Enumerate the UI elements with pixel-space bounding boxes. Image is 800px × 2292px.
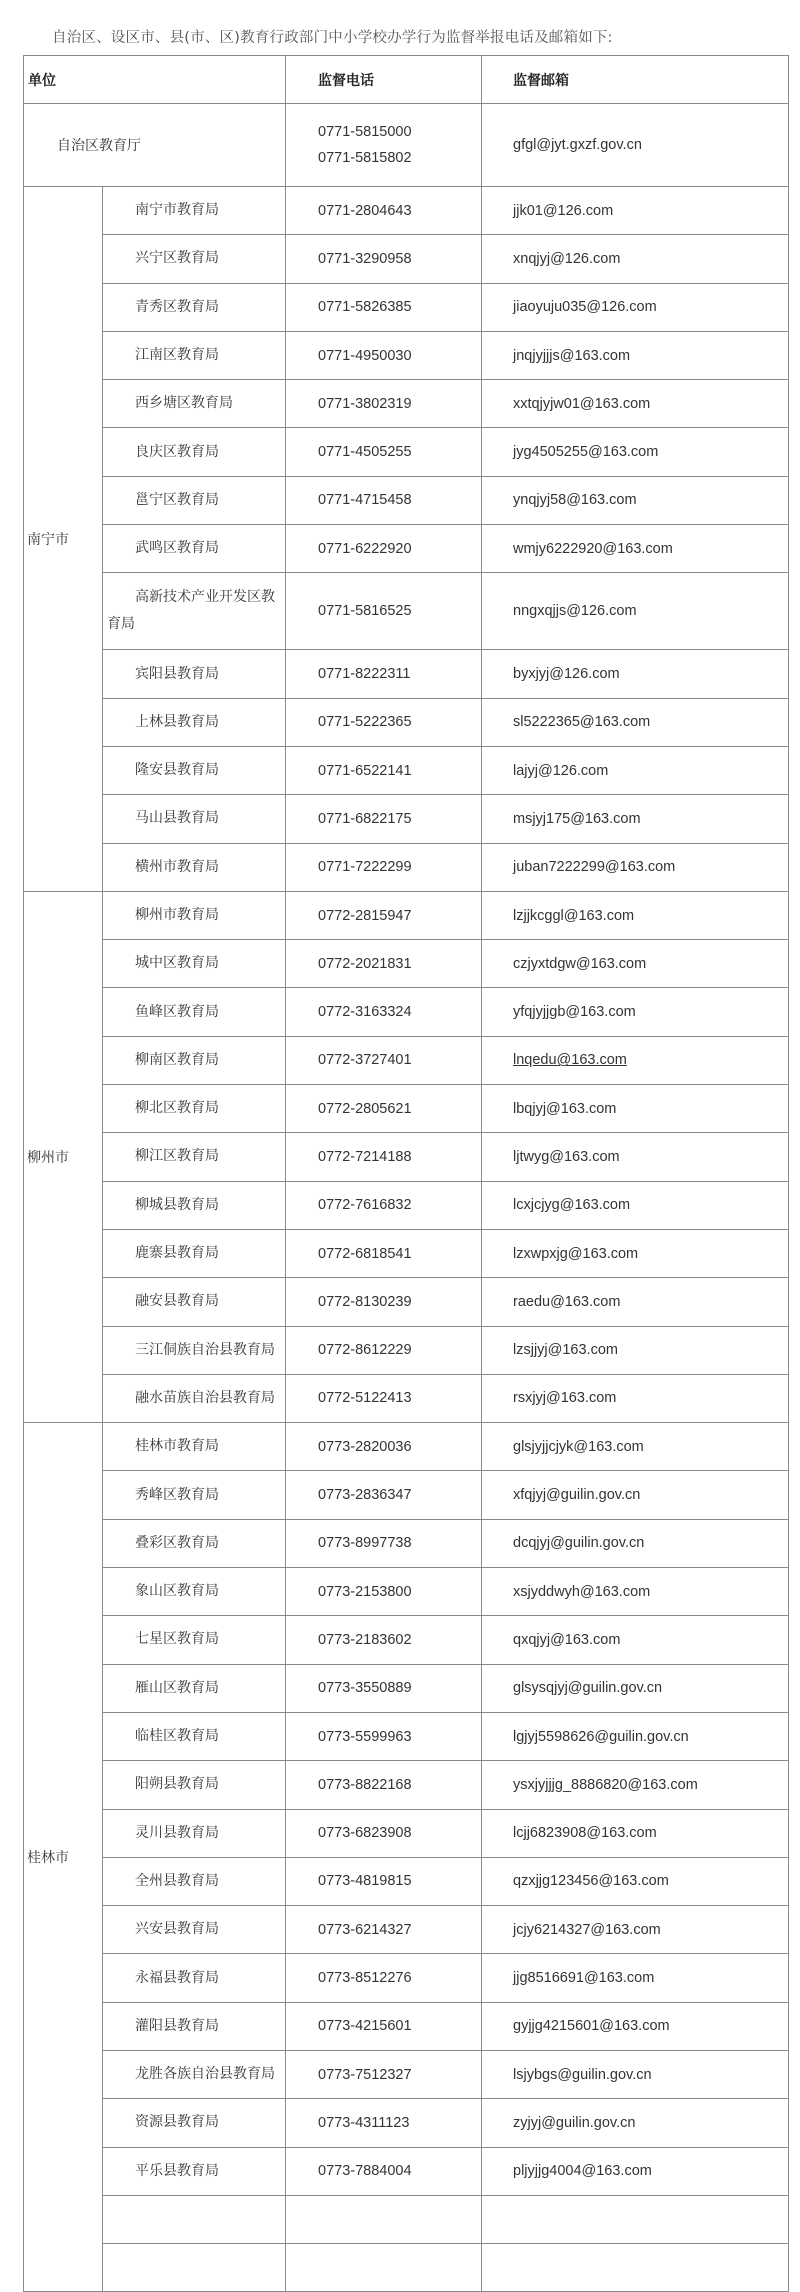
phone-number <box>286 2244 482 2292</box>
table-row <box>24 1471 789 1519</box>
phone-number: 0773-6823908 <box>286 1809 482 1857</box>
unit-name: 秀峰区教育局 <box>103 1471 286 1519</box>
email-cell <box>482 476 789 524</box>
email-address: lzsjjyj@163.com <box>513 1342 618 1359</box>
phone-number: 0773-8822168 <box>286 1761 482 1809</box>
email-address: jjg8516691@163.com <box>513 1970 655 1987</box>
phone-number: 0771-5816525 <box>286 573 482 650</box>
unit-name: 叠彩区教育局 <box>103 1519 286 1567</box>
phone-number: 0771-4950030 <box>286 331 482 379</box>
phone-number: 0772-7214188 <box>286 1133 482 1181</box>
email-cell <box>482 1712 789 1760</box>
table-row <box>24 2002 789 2050</box>
table-row <box>24 1857 789 1905</box>
unit-name: 兴安县教育局 <box>103 1906 286 1954</box>
email-address: sl5222365@163.com <box>513 714 651 731</box>
phone-number: 0771-5826385 <box>286 283 482 331</box>
phone-number: 0773-4819815 <box>286 1857 482 1905</box>
unit-name: 全州县教育局 <box>103 1857 286 1905</box>
unit-name <box>103 2195 286 2243</box>
table-row <box>24 988 789 1036</box>
email-address: czjyxtdgw@163.com <box>513 955 647 972</box>
phone-number: 0771-7222299 <box>286 843 482 891</box>
unit-name: 兴宁区教育局 <box>103 235 286 283</box>
unit-name: 平乐县教育局 <box>103 2147 286 2195</box>
unit-name: 马山县教育局 <box>103 795 286 843</box>
email-cell <box>482 2195 789 2243</box>
phone-number: 0773-4311123 <box>286 2099 482 2147</box>
phone-number: 0772-2021831 <box>286 940 482 988</box>
email-cell <box>482 187 789 235</box>
email-address: glsysqjyj@guilin.gov.cn <box>513 1680 663 1697</box>
table-row <box>24 573 789 650</box>
region-name: 柳州市 <box>24 891 103 1422</box>
table-row <box>24 1809 789 1857</box>
table-header-row <box>24 56 789 104</box>
email-cell <box>482 843 789 891</box>
phone-number: 0771-6222920 <box>286 525 482 573</box>
email-address: xfqjyj@guilin.gov.cn <box>513 1487 641 1504</box>
table-row <box>24 1229 789 1277</box>
table-row <box>24 1326 789 1374</box>
email-cell <box>482 428 789 476</box>
table-row <box>24 1519 789 1567</box>
email-address: wmjy6222920@163.com <box>513 540 673 557</box>
table-row <box>24 1954 789 2002</box>
phone-number: 0773-7884004 <box>286 2147 482 2195</box>
email-address: jyg4505255@163.com <box>513 444 659 461</box>
table-row <box>24 2147 789 2195</box>
email-cell <box>482 1616 789 1664</box>
table-row <box>24 187 789 235</box>
phone-number: 0773-3550889 <box>286 1664 482 1712</box>
unit-name <box>103 2244 286 2292</box>
phone-number: 0771-5222365 <box>286 698 482 746</box>
table-row <box>24 525 789 573</box>
phone-cell <box>286 104 482 187</box>
email-address: dcqjyj@guilin.gov.cn <box>513 1535 645 1552</box>
phone-number: 0773-8512276 <box>286 1954 482 2002</box>
email-address: yfqjyjjgb@163.com <box>513 1004 636 1021</box>
unit-name: 柳州市教育局 <box>103 891 286 939</box>
email-cell <box>482 331 789 379</box>
email-cell <box>482 1423 789 1471</box>
phone-number: 0771-3802319 <box>286 380 482 428</box>
email-cell <box>482 940 789 988</box>
phone-number: 0772-3163324 <box>286 988 482 1036</box>
email-address: jcjy6214327@163.com <box>513 1921 661 1938</box>
phone-number: 0771-6822175 <box>286 795 482 843</box>
unit-name: 邕宁区教育局 <box>103 476 286 524</box>
phone-number: 0773-6214327 <box>286 1906 482 1954</box>
email-address: xnqjyj@126.com <box>513 250 621 267</box>
region-name: 南宁市 <box>24 187 103 892</box>
email-cell <box>482 1761 789 1809</box>
email-address: jiaoyuju035@126.com <box>513 299 657 316</box>
unit-name: 高新技术产业开发区教育局 <box>103 573 286 650</box>
table-row <box>24 1423 789 1471</box>
supervision-contacts-table <box>23 55 789 2292</box>
phone-number: 0771-5815000 <box>318 124 412 140</box>
email-address: glsjyjjcjyk@163.com <box>513 1438 644 1455</box>
unit-name: 资源县教育局 <box>103 2099 286 2147</box>
email-cell <box>482 1181 789 1229</box>
phone-number: 0773-7512327 <box>286 2050 482 2098</box>
phone-number: 0773-5599963 <box>286 1712 482 1760</box>
email-address: ljtwyg@163.com <box>513 1148 620 1165</box>
unit-name: 自治区教育厅 <box>24 104 286 187</box>
email-cell <box>482 1954 789 2002</box>
email-cell <box>482 1326 789 1374</box>
email-cell <box>482 2147 789 2195</box>
unit-name: 鱼峰区教育局 <box>103 988 286 1036</box>
table-row <box>24 2244 789 2292</box>
unit-name: 柳城县教育局 <box>103 1181 286 1229</box>
email-address: nngxqjjs@126.com <box>513 603 637 620</box>
table-row <box>24 1568 789 1616</box>
email-cell <box>482 2050 789 2098</box>
unit-name: 柳北区教育局 <box>103 1085 286 1133</box>
unit-name: 灌阳县教育局 <box>103 2002 286 2050</box>
table-row <box>24 1133 789 1181</box>
table-row <box>24 1374 789 1422</box>
table-row <box>24 476 789 524</box>
email-cell <box>482 104 789 187</box>
email-cell <box>482 746 789 794</box>
phone-number: 0771-3290958 <box>286 235 482 283</box>
unit-name: 城中区教育局 <box>103 940 286 988</box>
unit-name: 青秀区教育局 <box>103 283 286 331</box>
email-address: rsxjyj@163.com <box>513 1390 617 1407</box>
email-address: xsjyddwyh@163.com <box>513 1583 651 1600</box>
email-cell <box>482 573 789 650</box>
email-cell <box>482 650 789 698</box>
email-cell <box>482 795 789 843</box>
unit-name: 宾阳县教育局 <box>103 650 286 698</box>
phone-number: 0771-5815802 <box>318 150 412 166</box>
unit-name: 柳江区教育局 <box>103 1133 286 1181</box>
table-row <box>24 843 789 891</box>
table-row <box>24 428 789 476</box>
email-address: qxqjyj@163.com <box>513 1631 621 1648</box>
table-row <box>24 1712 789 1760</box>
table-row <box>24 1181 789 1229</box>
table-row <box>24 380 789 428</box>
header-unit: 单位 <box>24 56 286 104</box>
phone-number: 0772-2805621 <box>286 1085 482 1133</box>
email-cell <box>482 235 789 283</box>
unit-name: 灵川县教育局 <box>103 1809 286 1857</box>
email-address: lgjyj5598626@guilin.gov.cn <box>513 1728 689 1745</box>
phone-number: 0772-5122413 <box>286 1374 482 1422</box>
unit-name: 西乡塘区教育局 <box>103 380 286 428</box>
email-link[interactable]: lnqedu@163.com <box>513 1052 627 1069</box>
email-address: xxtqjyjw01@163.com <box>513 395 651 412</box>
phone-number <box>286 2195 482 2243</box>
table-row <box>24 795 789 843</box>
email-address: lcjj6823908@163.com <box>513 1825 657 1842</box>
unit-name: 融水苗族自治县教育局 <box>103 1374 286 1422</box>
table-row <box>24 1616 789 1664</box>
unit-name: 横州市教育局 <box>103 843 286 891</box>
email-cell <box>482 1857 789 1905</box>
table-row <box>24 2099 789 2147</box>
table-row <box>24 331 789 379</box>
phone-number: 0773-2836347 <box>286 1471 482 1519</box>
table-row <box>24 746 789 794</box>
email-address: raedu@163.com <box>513 1293 621 1310</box>
unit-name: 南宁市教育局 <box>103 187 286 235</box>
unit-name: 七星区教育局 <box>103 1616 286 1664</box>
email-cell <box>482 891 789 939</box>
phone-number: 0773-2820036 <box>286 1423 482 1471</box>
phone-number: 0773-8997738 <box>286 1519 482 1567</box>
phone-number: 0772-8130239 <box>286 1278 482 1326</box>
unit-name: 江南区教育局 <box>103 331 286 379</box>
intro-text: 自治区、设区市、县(市、区)教育行政部门中小学校办学行为监督举报电话及邮箱如下: <box>52 30 613 46</box>
email-cell <box>482 1278 789 1326</box>
email-address: lcxjcjyg@163.com <box>513 1197 631 1214</box>
header-phone: 监督电话 <box>286 56 482 104</box>
table-row <box>24 2195 789 2243</box>
email-cell <box>482 2099 789 2147</box>
email-address: lzjjkcggl@163.com <box>513 907 635 924</box>
unit-name: 鹿寨县教育局 <box>103 1229 286 1277</box>
table-row-province <box>24 104 789 187</box>
phone-number: 0772-2815947 <box>286 891 482 939</box>
table-row <box>24 1036 789 1084</box>
email-address: lzxwpxjg@163.com <box>513 1245 639 1262</box>
email-address: gyjjg4215601@163.com <box>513 2018 670 2035</box>
phone-number: 0772-6818541 <box>286 1229 482 1277</box>
table-row <box>24 1278 789 1326</box>
table-row <box>24 235 789 283</box>
unit-name: 桂林市教育局 <box>103 1423 286 1471</box>
email-cell <box>482 1568 789 1616</box>
phone-number: 0773-4215601 <box>286 2002 482 2050</box>
header-email: 监督邮箱 <box>482 56 789 104</box>
table-row <box>24 1761 789 1809</box>
unit-name: 永福县教育局 <box>103 1954 286 2002</box>
email-cell <box>482 698 789 746</box>
unit-name: 龙胜各族自治县教育局 <box>103 2050 286 2098</box>
email-cell <box>482 2244 789 2292</box>
email-address: lbqjyj@163.com <box>513 1100 617 1117</box>
unit-name: 融安县教育局 <box>103 1278 286 1326</box>
phone-number: 0773-2183602 <box>286 1616 482 1664</box>
email-cell <box>482 988 789 1036</box>
email-cell <box>482 283 789 331</box>
email-cell <box>482 1374 789 1422</box>
table-row <box>24 650 789 698</box>
email-cell <box>482 1906 789 1954</box>
email-address: gfgl@jyt.gxzf.gov.cn <box>513 137 642 153</box>
unit-name: 象山区教育局 <box>103 1568 286 1616</box>
email-cell <box>482 1133 789 1181</box>
table-row <box>24 283 789 331</box>
table-row <box>24 891 789 939</box>
unit-name: 柳南区教育局 <box>103 1036 286 1084</box>
phone-number: 0773-2153800 <box>286 1568 482 1616</box>
email-address: juban7222299@163.com <box>513 859 676 876</box>
email-cell <box>482 380 789 428</box>
email-cell <box>482 1471 789 1519</box>
email-cell <box>482 1809 789 1857</box>
email-address: jjk01@126.com <box>513 202 614 219</box>
table-row <box>24 1664 789 1712</box>
phone-number: 0771-8222311 <box>286 650 482 698</box>
phone-number: 0772-8612229 <box>286 1326 482 1374</box>
phone-number: 0772-7616832 <box>286 1181 482 1229</box>
phone-number: 0772-3727401 <box>286 1036 482 1084</box>
unit-name: 上林县教育局 <box>103 698 286 746</box>
phone-number: 0771-4715458 <box>286 476 482 524</box>
email-cell <box>482 1085 789 1133</box>
unit-name: 雁山区教育局 <box>103 1664 286 1712</box>
email-cell <box>482 525 789 573</box>
unit-name: 隆安县教育局 <box>103 746 286 794</box>
table-row <box>24 1085 789 1133</box>
email-cell <box>482 1036 789 1084</box>
email-address: ynqjyj58@163.com <box>513 492 637 509</box>
email-address: zyjyj@guilin.gov.cn <box>513 2114 636 2131</box>
table-row <box>24 940 789 988</box>
unit-name: 临桂区教育局 <box>103 1712 286 1760</box>
email-cell <box>482 1519 789 1567</box>
unit-name: 三江侗族自治县教育局 <box>103 1326 286 1374</box>
phone-number: 0771-4505255 <box>286 428 482 476</box>
unit-name: 良庆区教育局 <box>103 428 286 476</box>
email-address: lsjybgs@guilin.gov.cn <box>513 2066 652 2083</box>
email-cell <box>482 2002 789 2050</box>
email-cell <box>482 1229 789 1277</box>
region-name: 桂林市 <box>24 1423 103 2292</box>
unit-name: 阳朔县教育局 <box>103 1761 286 1809</box>
email-address: lajyj@126.com <box>513 762 609 779</box>
email-cell <box>482 1664 789 1712</box>
email-address: ysxjyjjjg_8886820@163.com <box>513 1776 698 1793</box>
email-address: pljyjjg4004@163.com <box>513 2163 652 2180</box>
unit-name: 武鸣区教育局 <box>103 525 286 573</box>
table-row <box>24 698 789 746</box>
phone-number: 0771-6522141 <box>286 746 482 794</box>
email-address: qzxjjg123456@163.com <box>513 1873 669 1890</box>
email-address: msjyj175@163.com <box>513 810 641 827</box>
table-row <box>24 2050 789 2098</box>
email-address: byxjyj@126.com <box>513 666 620 683</box>
email-address: jnqjyjjjs@163.com <box>513 347 631 364</box>
phone-number: 0771-2804643 <box>286 187 482 235</box>
table-row <box>24 1906 789 1954</box>
